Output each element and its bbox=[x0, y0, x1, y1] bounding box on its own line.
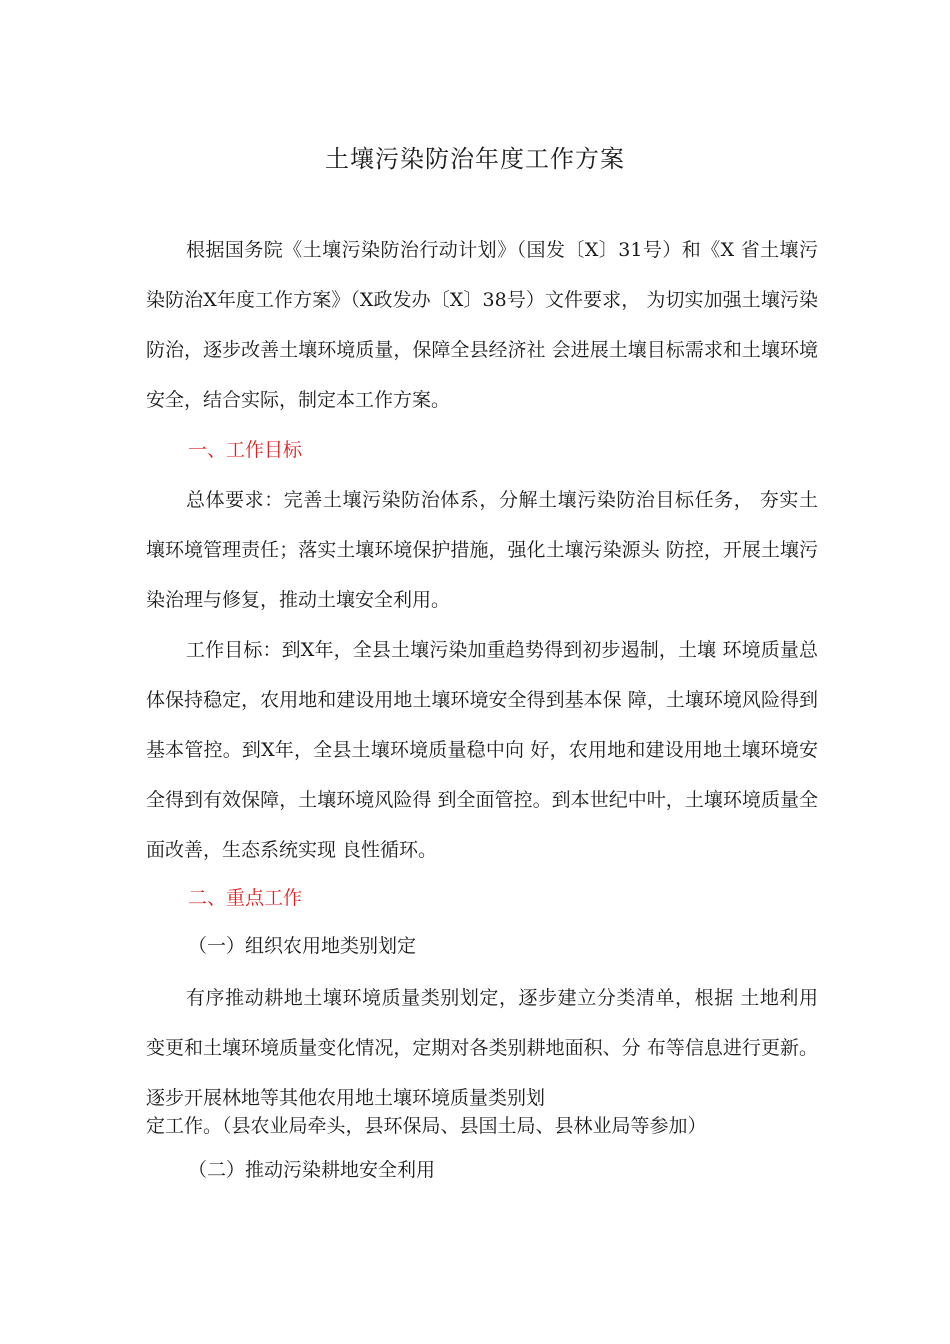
subsection-heading-farmland-classification: （一）组织农用地类别划定 bbox=[188, 935, 417, 957]
work-goals-paragraph: 工作目标：到X年，全县土壤污染加重趋势得到初步遏制，土壤 环境质量总体保持稳定，农用地和建设用地土壤环境安全得到基本保 障，土壤环境风险得到基本管控。到X年，全县土壤环境质量稳中向 好，农用地和建设用地土壤环境安全得到有效保障，土壤环境风险得 到全面管控。到本世纪中叶，土壤环境质量全面改善，生态系统实现 良性循环。 bbox=[146, 639, 818, 861]
general-requirements-paragraph: 总体要求：完善土壤污染防治体系，分解土壤污染防治目标任务， 夯实土壤环境管理责任；落实土壤环境保护措施，强化土壤污染源头 防控，开展土壤污染治理与修复，推动土壤安全利用。 bbox=[146, 489, 818, 611]
subsection-heading-polluted-farmland: （二）推动污染耕地安全利用 bbox=[188, 1159, 436, 1181]
section-heading-work-goals: 一、工作目标 bbox=[188, 439, 303, 461]
farmland-classification-paragraph: 有序推动耕地土壤环境质量类别划定，逐步建立分类清单，根据 土地利用变更和土壤环境质量变化情况，定期对各类别耕地面积、分 布等信息进行更新。逐步开展林地等其他农用地土壤环境质量类别划 bbox=[146, 987, 818, 1109]
intro-paragraph: 根据国务院《土壤污染防治行动计划》（国发〔X〕31号）和《X 省土壤污染防治X年度工作方案》（X政发办〔X〕38号）文件要求， 为切实加强土壤污染防治，逐步改善土壤环境质量，保障全县经济社 会进展土壤目标需求和土壤环境安全，结合实际，制定本工作方案。 bbox=[146, 239, 818, 411]
section-heading-key-work: 二、重点工作 bbox=[188, 887, 303, 909]
farmland-classification-last-line: 定工作。（县农业局牵头，县环保局、县国土局、县林业局等参加） bbox=[146, 1115, 707, 1137]
document-title: 土壤污染防治年度工作方案 bbox=[325, 145, 625, 173]
